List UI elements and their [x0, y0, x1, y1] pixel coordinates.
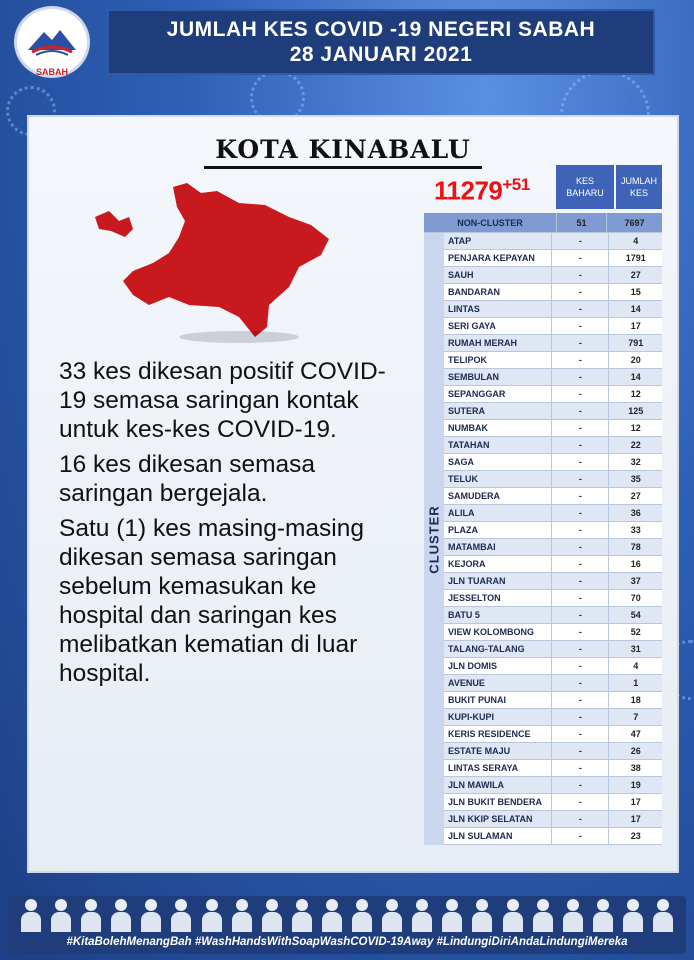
person-icon: [562, 898, 584, 932]
cluster-row: [444, 318, 662, 335]
row-new: -: [551, 658, 608, 674]
row-new: -: [551, 726, 608, 742]
row-name: JLN MAWILA: [448, 780, 504, 790]
row-new: -: [551, 233, 608, 249]
cluster-row: [444, 692, 662, 709]
mountain-logo-icon: [26, 24, 78, 60]
row-total: 26: [608, 743, 662, 759]
row-name: PENJARA KEPAYAN: [448, 253, 535, 263]
cluster-row: [444, 267, 662, 284]
row-new: -: [551, 420, 608, 436]
row-total: 23: [608, 828, 662, 844]
person-icon: [351, 898, 373, 932]
row-total: 125: [608, 403, 662, 419]
description-paragraph: 33 kes dikesan positif COVID-19 semasa saringan kontak untuk kes-kes COVID-19.: [59, 358, 386, 443]
row-new: -: [551, 335, 608, 351]
cluster-row: [444, 233, 662, 250]
row-name: BANDARAN: [448, 287, 500, 297]
row-new: -: [551, 301, 608, 317]
person-icon: [471, 898, 493, 932]
row-total: 37: [608, 573, 662, 589]
cluster-row: [444, 811, 662, 828]
row-total: 17: [608, 811, 662, 827]
cluster-row: [444, 505, 662, 522]
row-name: JLN TUARAN: [448, 576, 506, 586]
cluster-row: [444, 658, 662, 675]
row-total: 16: [608, 556, 662, 572]
row-total: 17: [608, 794, 662, 810]
cluster-row: [444, 709, 662, 726]
person-icon: [592, 898, 614, 932]
row-total: 12: [608, 386, 662, 402]
cluster-label-text: CLUSTER: [426, 504, 442, 574]
row-name: ESTATE MAJU: [448, 746, 511, 756]
cluster-row: [444, 250, 662, 267]
cluster-row: [444, 828, 662, 845]
row-name: KUPI-KUPI: [448, 712, 495, 722]
total-new: +51: [502, 175, 530, 194]
row-name: JESSELTON: [448, 593, 501, 603]
row-new: 51: [556, 213, 606, 232]
row-total: 4: [608, 658, 662, 674]
row-name: LINTAS: [448, 304, 480, 314]
row-name: RUMAH MERAH: [448, 338, 517, 348]
row-name: MATAMBAI: [448, 542, 496, 552]
person-icon: [110, 898, 132, 932]
row-total: 22: [608, 437, 662, 453]
row-new: -: [551, 403, 608, 419]
row-total: 791: [608, 335, 662, 351]
person-icon: [20, 898, 42, 932]
row-total: 27: [608, 488, 662, 504]
cluster-row: [444, 726, 662, 743]
row-new: -: [551, 556, 608, 572]
row-total: 70: [608, 590, 662, 606]
row-name: SAGA: [448, 457, 475, 467]
cluster-row: [444, 624, 662, 641]
row-total: 32: [608, 454, 662, 470]
row-new: -: [551, 539, 608, 555]
person-icon: [231, 898, 253, 932]
person-icon: [502, 898, 524, 932]
cluster-row: [444, 471, 662, 488]
row-name: VIEW KOLOMBONG: [448, 627, 534, 637]
cluster-row: [444, 335, 662, 352]
row-total: 17: [608, 318, 662, 334]
row-new: -: [551, 437, 608, 453]
row-total: 47: [608, 726, 662, 742]
row-total: 12: [608, 420, 662, 436]
cluster-row: [444, 284, 662, 301]
cluster-row: [444, 573, 662, 590]
row-name: JLN SULAMAN: [448, 831, 513, 841]
district-title: KOTA KINABALU: [204, 135, 482, 169]
frontliner-figures: [20, 898, 674, 934]
row-new: -: [551, 760, 608, 776]
cluster-row: [444, 590, 662, 607]
row-total: 1: [608, 675, 662, 691]
row-new: -: [551, 590, 608, 606]
row-new: -: [551, 284, 608, 300]
row-name: TATAHAN: [448, 440, 490, 450]
row-total: 15: [608, 284, 662, 300]
logo-text: SABAH: [35, 67, 68, 77]
row-total: 78: [608, 539, 662, 555]
row-total: 7697: [606, 213, 662, 232]
description-paragraph: Satu (1) kes masing-masing dikesan semasa saringan sebelum kemasukan ke hospital dan saringan kes melibatkan kematian di luar hospital.: [59, 515, 365, 687]
cluster-row: [444, 386, 662, 403]
cluster-row: [444, 539, 662, 556]
row-name: NON-CLUSTER: [457, 217, 523, 228]
cases-table: [424, 213, 662, 845]
row-name: KERIS RESIDENCE: [448, 729, 531, 739]
row-new: -: [551, 267, 608, 283]
row-total: 7: [608, 709, 662, 725]
person-icon: [652, 898, 674, 932]
case-description: [59, 357, 399, 694]
column-header-total: JUMLAH KES: [616, 165, 662, 209]
row-name: PLAZA: [448, 525, 478, 535]
row-new: -: [551, 607, 608, 623]
cluster-row: [444, 607, 662, 624]
column-header-new: KES BAHARU: [556, 165, 614, 209]
row-new: -: [551, 386, 608, 402]
row-new: -: [551, 488, 608, 504]
row-new: -: [551, 794, 608, 810]
cluster-row: [444, 352, 662, 369]
row-new: -: [551, 811, 608, 827]
row-new: -: [551, 709, 608, 725]
row-total: 14: [608, 369, 662, 385]
row-name: TALANG-TALANG: [448, 644, 525, 654]
row-name: JLN BUKIT BENDERA: [448, 797, 543, 807]
row-name: NUMBAK: [448, 423, 488, 433]
person-icon: [291, 898, 313, 932]
row-total: 27: [608, 267, 662, 283]
row-name: BUKIT PUNAI: [448, 695, 506, 705]
cluster-row: [444, 777, 662, 794]
cluster-row: [444, 794, 662, 811]
row-new: -: [551, 250, 608, 266]
row-name: ALILA: [448, 508, 475, 518]
cluster-row: [444, 760, 662, 777]
person-icon: [321, 898, 343, 932]
row-total: 54: [608, 607, 662, 623]
person-icon: [441, 898, 463, 932]
cluster-rows: [424, 233, 662, 845]
total-cases: [434, 175, 530, 207]
total-value: 11279: [434, 175, 503, 206]
cluster-row: [444, 488, 662, 505]
cluster-row: [444, 641, 662, 658]
person-icon: [261, 898, 283, 932]
row-name: TELUK: [448, 474, 478, 484]
noncluster-row: [424, 213, 662, 233]
person-icon: [532, 898, 554, 932]
person-icon: [622, 898, 644, 932]
person-icon: [140, 898, 162, 932]
row-name: ATAP: [448, 236, 472, 246]
cluster-row: [444, 369, 662, 386]
row-new: -: [551, 505, 608, 521]
person-icon: [50, 898, 72, 932]
row-total: 4: [608, 233, 662, 249]
row-name: JLN KKIP SELATAN: [448, 814, 533, 824]
row-new: -: [551, 522, 608, 538]
cluster-row: [444, 556, 662, 573]
cluster-row: [444, 675, 662, 692]
row-new: -: [551, 318, 608, 334]
row-new: -: [551, 777, 608, 793]
cluster-row: [444, 743, 662, 760]
row-new: -: [551, 573, 608, 589]
row-name: BATU 5: [448, 610, 480, 620]
row-new: -: [551, 743, 608, 759]
row-new: -: [551, 828, 608, 844]
cluster-label: [424, 233, 444, 845]
row-new: -: [551, 692, 608, 708]
row-new: -: [551, 624, 608, 640]
row-total: 31: [608, 641, 662, 657]
content-panel: [27, 115, 679, 873]
row-total: 52: [608, 624, 662, 640]
row-name: JLN DOMIS: [448, 661, 498, 671]
row-total: 14: [608, 301, 662, 317]
person-icon: [170, 898, 192, 932]
row-total: 35: [608, 471, 662, 487]
row-name: SEMBULAN: [448, 372, 499, 382]
row-new: -: [551, 471, 608, 487]
footer-hashtags: #KitaBolehMenangBah #WashHandsWithSoapWashCOVID-19Away #LindungiDiriAndaLindungiMereka: [66, 936, 628, 948]
person-icon: [80, 898, 102, 932]
row-new: -: [551, 352, 608, 368]
page-header: [107, 9, 655, 75]
row-name: SUTERA: [448, 406, 486, 416]
row-new: -: [551, 641, 608, 657]
description-paragraph: 16 kes dikesan semasa saringan bergejala.: [59, 451, 316, 507]
header-date: 28 JANUARI 2021: [289, 43, 473, 66]
row-total: 19: [608, 777, 662, 793]
row-total: 20: [608, 352, 662, 368]
row-name: KEJORA: [448, 559, 486, 569]
row-name: SAUH: [448, 270, 474, 280]
cluster-row: [444, 454, 662, 471]
cluster-row: [444, 437, 662, 454]
row-new: -: [551, 369, 608, 385]
row-name: SEPANGGAR: [448, 389, 506, 399]
cluster-row: [444, 403, 662, 420]
cluster-row: [444, 522, 662, 539]
row-total: 1791: [608, 250, 662, 266]
person-icon: [381, 898, 403, 932]
row-total: 36: [608, 505, 662, 521]
row-name: TELIPOK: [448, 355, 488, 365]
row-name: AVENUE: [448, 678, 485, 688]
kota-kinabalu-map-icon: [89, 177, 349, 347]
row-total: 33: [608, 522, 662, 538]
header-title: JUMLAH KES COVID -19 NEGERI SABAH: [166, 17, 596, 41]
row-total: 18: [608, 692, 662, 708]
person-icon: [411, 898, 433, 932]
row-new: -: [551, 454, 608, 470]
row-new: -: [551, 675, 608, 691]
person-icon: [201, 898, 223, 932]
sabah-health-logo: [14, 6, 90, 78]
row-name: SERI GAYA: [448, 321, 496, 331]
row-name: LINTAS SERAYA: [448, 763, 519, 773]
cluster-row: [444, 420, 662, 437]
row-total: 38: [608, 760, 662, 776]
row-name: SAMUDERA: [448, 491, 501, 501]
cluster-row: [444, 301, 662, 318]
